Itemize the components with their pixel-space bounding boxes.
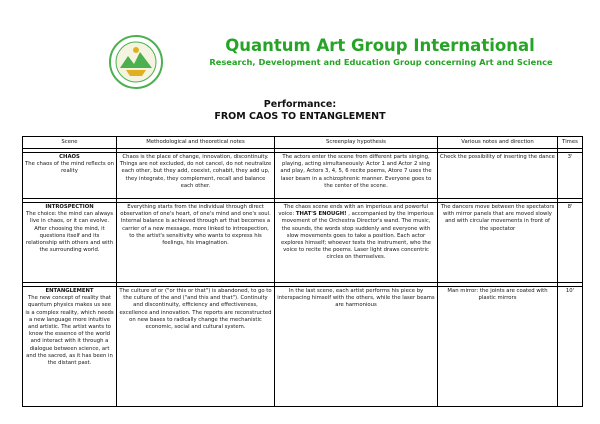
notes-cell: The dancers move between the spectators with mirror panels that are moved slowly and with circular movements in front of the spectator [438, 203, 558, 283]
notes-cell: Man mirror: the joints are coated with plastic mirrors [438, 287, 558, 407]
scene-text: The choice: the mind can always live in chaos, or it can evolve. After choosing the mind, it questions itself and its relationship with others and with the surrounding world. [25, 211, 114, 254]
time-cell: 10' [558, 287, 583, 407]
screenplay-cell: The actors enter the scene from different parts singing, playing, acting simultaneously: Actor 1 and Actor 2 sing and play, Actors 3, 4, 5, 6 recite poems, Atore 7 uses the laser beam in a schizophrenic manner. Everyone goes to the center of the scene. [275, 153, 438, 199]
table-row [23, 153, 583, 199]
table-row [23, 203, 583, 283]
scene-text: The new concept of reality that quantum physics makes us see is a complex reality, which needs a new language more intuitive and artistic. The artist wants to know the essence of the world and interact with it through a dialogue between science, art and the sacred, as it has been in the distant past. [25, 295, 114, 367]
time-cell: 8' [558, 203, 583, 283]
method-cell: Everything starts from the individual through direct observation of one's heart, of one's mind and one's soul. Internal balance is achieved through art that becomes a carrier of a new message, more linked to introspection, to the artist's sensitivity who wants to express his feelings, his imagination. [117, 203, 275, 283]
time-cell: 3' [558, 153, 583, 199]
table-row [23, 287, 583, 407]
table-header-row [23, 137, 583, 149]
header-times: Times [558, 137, 583, 149]
group-logo-icon [108, 34, 164, 90]
notes-cell: Check the possibility of inserting the dance [438, 153, 558, 199]
scene-title: ENTANGLEMENT [45, 288, 94, 294]
method-cell: Chaos is the place of change, innovation, discontinuity. Things are not excluded, do not cancel, do not neutralize each other, but they add, coexist, cohabit, they add up, they integrate, they complement, recall and balance each other. [117, 153, 275, 199]
scene-title: CHAOS [59, 154, 80, 160]
header-scene: Scene [23, 137, 117, 149]
scene-cell [23, 153, 117, 199]
performance-label: Performance: [263, 99, 337, 110]
scene-title: INTROSPECTION [45, 204, 94, 210]
enough-emphasis: THAT'S ENOUGH! [295, 211, 347, 218]
performance-table [22, 136, 583, 407]
header-method: Methodological and theoretical notes [117, 137, 275, 149]
screenplay-cell: In the last scene, each artist performs his piece by interspacing himself with the others, while the laser beams are harmonious [275, 287, 438, 407]
scene-text: The chaos of the mind reflects on reality [25, 161, 114, 175]
method-cell: The culture of or ("or this or that") is abandoned, to go to the culture of the and ("and this and that"). Continuity and discontinuity, efficiency and effectiveness, excellence and innovation. The reports are reconstructed on new bases to radically change the mechanistic economic, social and cultural system. [117, 287, 275, 407]
scene-cell [23, 287, 117, 407]
organization-subtitle: Research, Development and Education Group concerning Art and Science [209, 57, 553, 67]
header-screenplay: Screenplay hypothesis [275, 137, 438, 149]
performance-title: FROM CAOS TO ENTANGLEMENT [214, 111, 386, 122]
organization-title: Quantum Art Group International [225, 36, 535, 55]
header-notes: Various notes and direction [438, 137, 558, 149]
scene-cell [23, 203, 117, 283]
screenplay-cell: The chaos scene ends with an imperious and powerful voice: THAT'S ENOUGH! , accompanied by the imperious movement of the Orchestra Director's wand. The music, the sounds, the words stop suddenly and everyone with slow movements goes to take a position. Each actor explores himself; whoever tests the instrument, who the voice to recite the poems. Laser light draws concentric circles on themselves. [275, 203, 438, 283]
